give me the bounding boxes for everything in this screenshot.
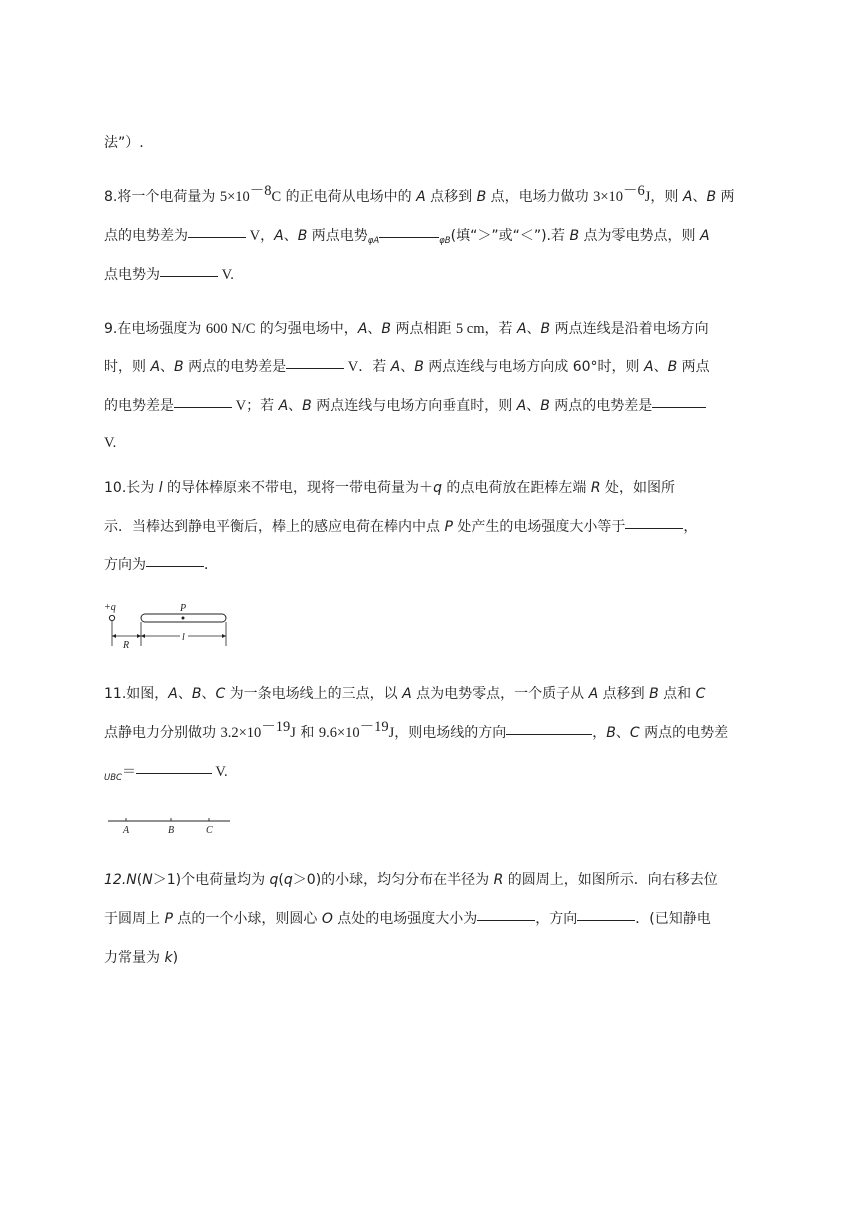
answer-blank[interactable] (477, 919, 535, 921)
answer-blank[interactable] (506, 733, 592, 735)
field-line-figure (108, 814, 232, 838)
distance-r-label: R (123, 640, 130, 651)
answer-blank[interactable] (379, 236, 439, 238)
charge-label: +q (104, 602, 116, 613)
conductor-rod-figure (104, 600, 234, 652)
q11-line-3: $_{UBC}$＝ V. (104, 764, 228, 783)
q9-line-3: 的电势差是 V；若 A、B 两点连线与电场方向垂直时，则 A、B 两点的电势差是 (104, 396, 706, 416)
q8-line-3: 点电势为 V. (104, 267, 234, 283)
q9-line-2: 时，则 A、B 两点的电势差是 V．若 A、B 两点连线与电场方向成 60°时，则 A、B 两点 (104, 359, 710, 375)
q10-line-1: 10.长为 l 的导体棒原来不带电，现将一带电荷量为＋q 的点电荷放在距棒左端 R 处，如图所 (104, 480, 676, 496)
q12-line-3: 力常量为 k) (104, 950, 179, 966)
point-b-label: B (168, 825, 175, 836)
q12-line-1: 12.N(N＞1)个电荷量均为 q(q＞0)的小球，均匀分布在半径为 R 的圆周上，如图所示．向右移去位 (104, 872, 718, 888)
midpoint-label: P (180, 603, 187, 614)
q12-line-2: 于圆周上 P 点的一个小球，则圆心 O 点处的电场强度大小为 ，方向 ．(已知静电 (104, 911, 711, 927)
q11-line-1: 11.如图，A、B、C 为一条电场线上的三点，以 A 点为电势零点，一个质子从 A 点移到 B 点和 C (104, 686, 706, 702)
q10-line-2: 示．当棒达到静电平衡后，棒上的感应电荷在棒内中点 P 处产生的电场强度大小等于 ， (104, 519, 698, 535)
answer-blank[interactable] (286, 367, 344, 369)
paragraph-fragment: 法”）. (104, 135, 144, 151)
midpoint-p-dot (182, 617, 185, 620)
q8-line-2: 点的电势差为 V，A、B 两点电势$_{\varphi A}$ $_{\varphi B}$(填“＞”或“＜”).若 B 点为零电势点，则 A (104, 228, 710, 246)
answer-blank[interactable] (188, 236, 246, 238)
q10-line-3: 方向为 ． (104, 557, 218, 573)
point-c-label: C (206, 825, 213, 836)
answer-blank[interactable] (174, 406, 232, 408)
answer-blank[interactable] (160, 275, 218, 277)
answer-blank[interactable] (625, 527, 683, 529)
point-charge-icon (109, 615, 114, 620)
point-a-label: A (123, 825, 130, 836)
answer-blank[interactable] (577, 919, 635, 921)
answer-blank[interactable] (136, 772, 212, 774)
q11-line-2: 点静电力分别做功 $3.2\times 10^{-19}J$ 和 $9.6\times 10^{-19}J$，则电场线的方向 ，B、C 两点的电势差 (104, 719, 729, 741)
q9-line-1: 9.在电场强度为 600 N/C 的匀强电场中，A、B 两点相距 5 cm，若 A、B 两点连线是沿着电场方向 (104, 321, 709, 337)
answer-blank[interactable] (146, 565, 204, 567)
q8-line-1: 8.将一个电荷量为 $5\times 10^{-8}C$ 的正电荷从电场中的 A 点移到 B 点，电场力做功 $3\times 10^{-6}J$，则 A、B 两 (104, 183, 735, 205)
q9-line-4: V. (104, 435, 117, 451)
length-l-label: l (182, 632, 185, 643)
answer-blank[interactable] (652, 406, 706, 408)
